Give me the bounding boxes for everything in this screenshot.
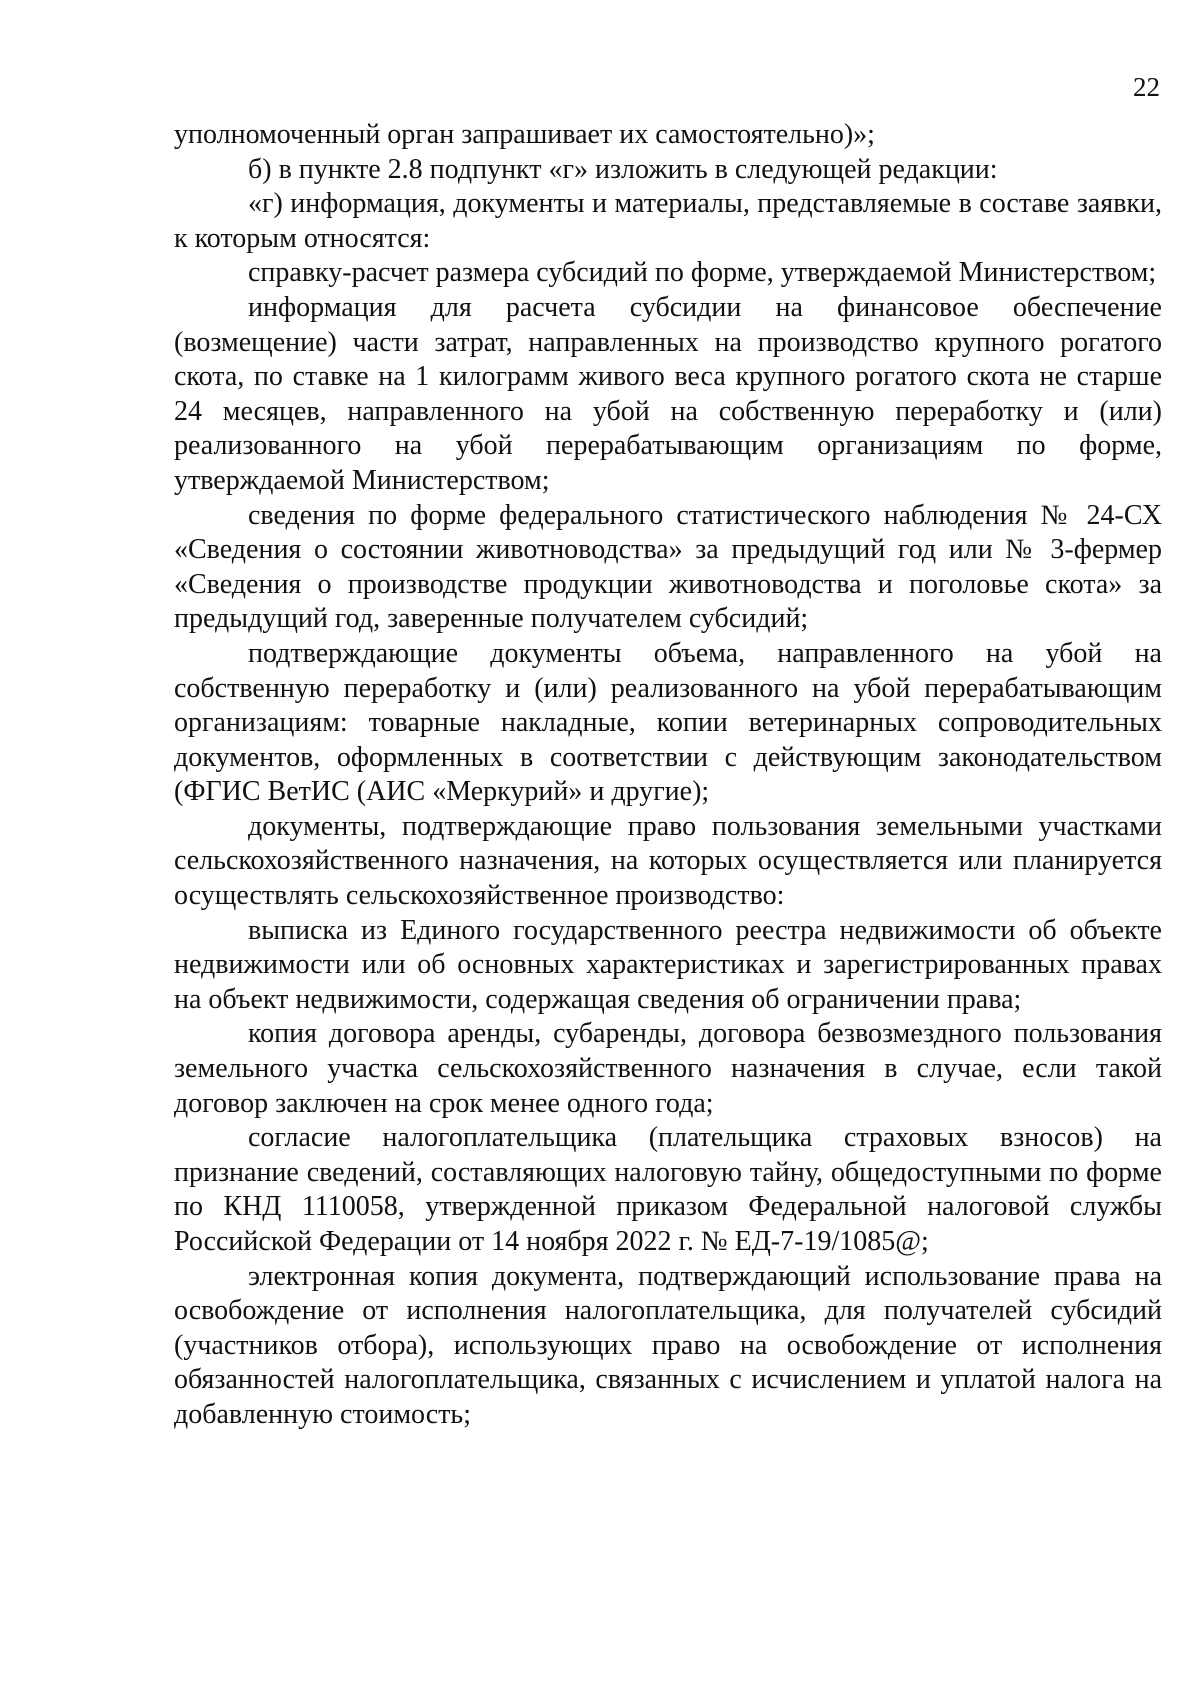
document-body bbox=[174, 118, 1162, 1433]
paragraph: б) в пункте 2.8 подпункт «г» изложить в следующей редакции: bbox=[248, 153, 998, 185]
paragraph: информация для расчета субсидии на финансовое обеспечение (возмещение) части затрат, направленных на производство крупного рогатого скота, по ставке на 1 килограмм живого веса крупного рогатого скота не старше 24 месяцев, направленного на убой на собственную переработку и (или) реализованного на убой перерабатывающим организациям по форме, утверждаемой Министерством; bbox=[174, 291, 1162, 496]
paragraph: подтверждающие документы объема, направленного на убой на собственную переработку и (или) реализованного на убой перерабатывающим организациям: товарные накладные, копии ветеринарных сопроводительных документов, оформленных в соответствии с действующим законодательством (ФГИС ВетИС (АИС «Меркурий» и другие); bbox=[174, 637, 1162, 808]
paragraph: сведения по форме федерального статистического наблюдения № 24-СХ «Сведения о состоянии животноводства» за предыдущий год или № 3-фермер «Сведения о производстве продукции животноводства и поголовье скота» за предыдущий год, заверенные получателем субсидий; bbox=[174, 499, 1162, 635]
paragraph: согласие налогоплательщика (плательщика страховых взносов) на признание сведений, составляющих налоговую тайну, общедоступными по форме по КНД 1110058, утвержденной приказом Федеральной налоговой службы Российской Федерации от 14 ноября 2022 г. № ЕД-7-19/1085@; bbox=[174, 1122, 1162, 1257]
page-number: 22 bbox=[1133, 72, 1160, 102]
paragraph: документы, подтверждающие право пользования земельными участками сельскохозяйственного назначения, на которых осуществляется или планируется осуществлять сельскохозяйственное производство: bbox=[174, 810, 1162, 912]
paragraph: копия договора аренды, субаренды, договора безвозмездного пользования земельного участка сельскохозяйственного назначения в случае, если такой договор заключен на срок менее одного года; bbox=[174, 1018, 1162, 1119]
paragraph: электронная копия документа, подтверждающий использование права на освобождение от исполнения налогоплательщика, для получателей субсидий (участников отбора), использующих право на освобождение от исполнения обязанностей налогоплательщика, связанных с исчислением и уплатой налога на добавленную стоимость; bbox=[174, 1260, 1162, 1430]
paragraph: уполномоченный орган запрашивает их самостоятельно)»; bbox=[174, 119, 875, 150]
paragraph: справку-расчет размера субсидий по форме, утверждаемой Министерством; bbox=[248, 257, 1157, 289]
paragraph: «г) информация, документы и материалы, представляемые в составе заявки, к которым относятся: bbox=[174, 188, 1162, 254]
paragraph: выписка из Единого государственного реестра недвижимости об объекте недвижимости или об основных характеристиках и зарегистрированных правах на объект недвижимости, содержащая сведения об ограничении права; bbox=[174, 914, 1162, 1015]
